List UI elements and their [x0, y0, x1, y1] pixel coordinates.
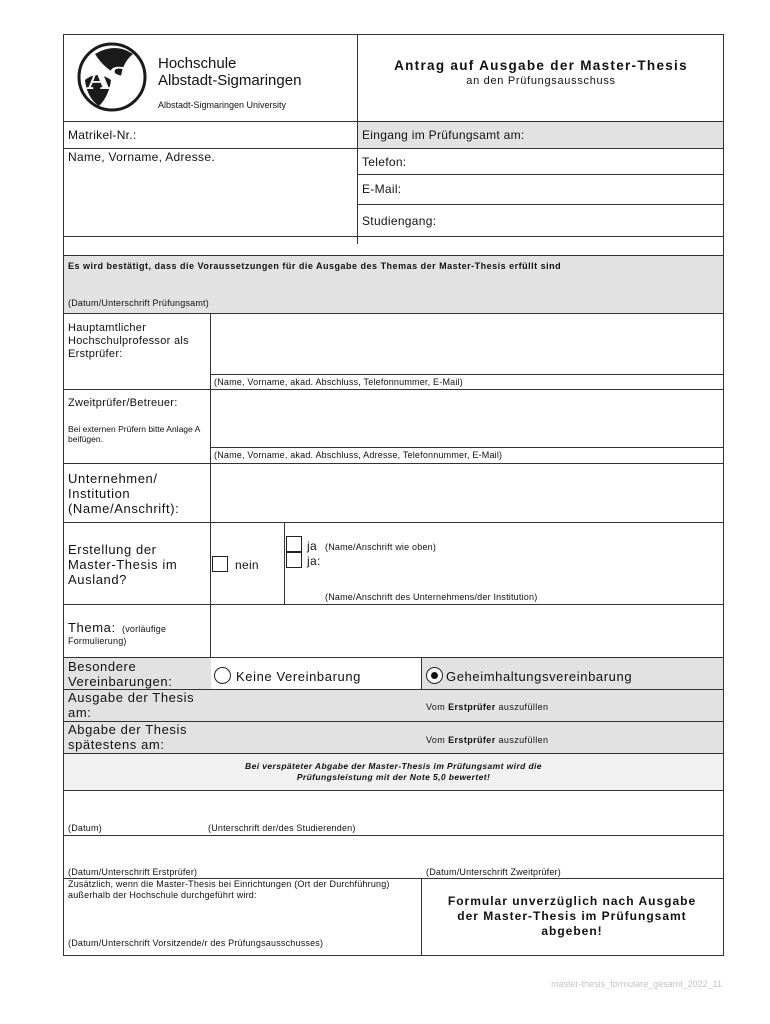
abgabe-note: Vom Erstprüfer auszufüllen [426, 735, 549, 745]
warning-line1: Bei verspäteter Abgabe der Master-Thesis im Prüfungsamt wird die [245, 761, 542, 771]
ja-other-checkbox[interactable] [286, 552, 302, 568]
nein-label: nein [235, 558, 259, 572]
university-name-line1: Hochschule [158, 55, 237, 72]
ausgabe-note: Vom Erstprüfer auszufüllen [426, 702, 549, 712]
thema-input[interactable] [211, 605, 723, 657]
zweitpruefer-label: Zweitprüfer/Betreuer: [68, 397, 178, 409]
erstpruefer-input[interactable] [211, 314, 723, 374]
zweitpruefer-signature-label: (Datum/Unterschrift Zweitprüfer) [426, 867, 561, 877]
form-title: Antrag auf Ausgabe der Master-Thesis [394, 58, 688, 73]
thema-label: Thema: [68, 620, 116, 635]
name-label: Name, Vorname, Adresse. [68, 150, 215, 164]
form-subtitle: an den Prüfungsausschuss [466, 75, 616, 87]
eingang-label: Eingang im Prüfungsamt am: [362, 128, 525, 142]
university-name-line2: Albstadt-Sigmaringen [158, 72, 302, 89]
telefon-label: Telefon: [362, 155, 407, 169]
zweitpruefer-input[interactable] [211, 390, 723, 447]
footer-file-name: master-thesis_formulare_gesamt_2022_11 [551, 979, 722, 989]
university-logo [75, 40, 149, 114]
student-signature-label: (Unterschrift der/des Studierenden) [208, 823, 356, 833]
geheimhaltung-label: Geheimhaltungsvereinbarung [446, 669, 633, 684]
zweitpruefer-hint: (Name, Vorname, akad. Abschluss, Adresse, Telefonnummer, E-Mail) [214, 450, 503, 460]
erstpruefer-label: Hauptamtlicher Hochschulprofessor als Erstprüfer: [68, 322, 189, 360]
ausland-label: Erstellung der Master-Thesis im Ausland? [68, 542, 178, 587]
zweitpruefer-note: Bei externen Prüfern bitte Anlage A beifügen. [68, 424, 200, 444]
keine-vereinbarung-radio[interactable] [214, 667, 231, 684]
warning-line2: Prüfungsleistung mit der Note 5,0 bewertet! [296, 772, 491, 782]
university-name-en: Albstadt-Sigmaringen University [158, 100, 287, 110]
vorsitzender-signature-label: (Datum/Unterschrift Vorsitzende/r des Prüfungsausschusses) [68, 938, 324, 948]
unternehmen-label: Unternehmen/ Institution (Name/Anschrift): [68, 471, 180, 516]
radio-selected-dot [431, 672, 438, 679]
erstpruefer-signature-label: (Datum/Unterschrift Erstprüfer) [68, 867, 198, 877]
ja-label: ja [307, 539, 317, 553]
datum-label: (Datum) [68, 823, 102, 833]
ausgabe-label: Ausgabe der Thesis am: [68, 690, 195, 720]
ausland-hint: (Name/Anschrift des Unternehmens/der Institution) [325, 592, 538, 602]
erstpruefer-hint: (Name, Vorname, akad. Abschluss, Telefonnummer, E-Mail) [214, 377, 463, 387]
nein-checkbox[interactable] [212, 556, 228, 572]
vereinbarungen-label: Besondere Vereinbarungen: [68, 659, 173, 689]
abgabe-input[interactable] [211, 722, 421, 753]
geheimhaltung-radio[interactable] [426, 667, 443, 684]
submit-note: Formular unverzüglich nach Ausgabe der Master-Thesis im Prüfungsamt abgeben! [447, 894, 697, 938]
thema-label-small: (vorläufige Formulierung) [68, 624, 167, 646]
logo-letters: AS [87, 62, 128, 97]
abgabe-label: Abgabe der Thesis spätestens am: [68, 722, 188, 752]
email-label: E-Mail: [362, 182, 402, 196]
matrikel-label: Matrikel-Nr.: [68, 128, 137, 142]
unternehmen-input[interactable] [211, 464, 723, 522]
ja-note: (Name/Anschrift wie oben) [325, 542, 437, 552]
student-signature-field[interactable] [64, 791, 723, 835]
ja-other-label: ja: [307, 554, 321, 568]
pruefungsamt-signature-label: (Datum/Unterschrift Prüfungsamt) [68, 298, 209, 308]
keine-vereinbarung-label: Keine Vereinbarung [236, 669, 362, 684]
ausgabe-input[interactable] [211, 690, 421, 721]
extern-note: Zusätzlich, wenn die Master-Thesis bei Einrichtungen (Ort der Durchführung) außerhalb der Hochschule durchgeführt wird: [68, 879, 390, 900]
studiengang-label: Studiengang: [362, 214, 437, 228]
ja-checkbox[interactable] [286, 536, 302, 552]
confirmation-text: Es wird bestätigt, dass die Voraussetzungen für die Ausgabe des Themas der Master-Thesis erfüllt sind [68, 261, 562, 271]
